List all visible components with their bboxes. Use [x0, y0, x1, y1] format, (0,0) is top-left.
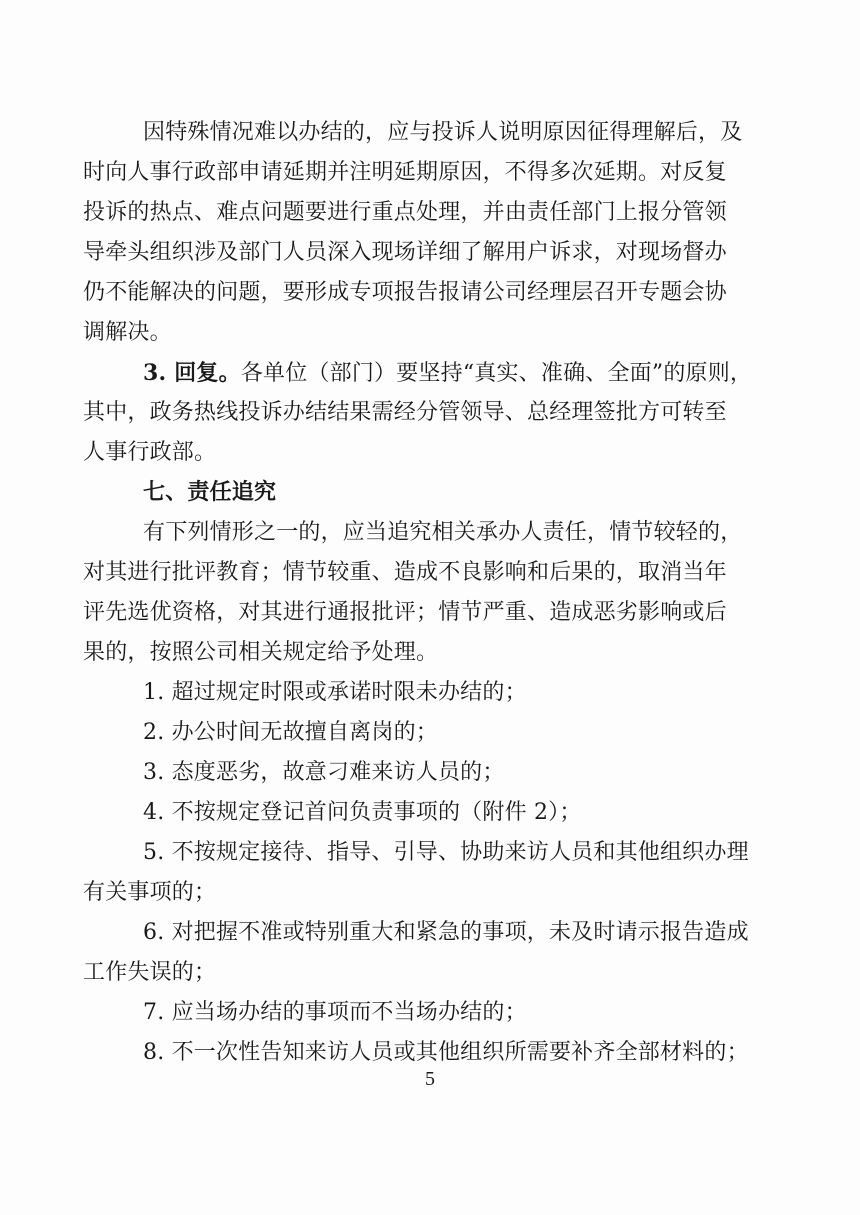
list-item-continuation: 有关事项的；	[83, 880, 217, 905]
list-item-continuation: 工作失误的；	[83, 960, 217, 985]
paragraph-line: 调解决。	[83, 320, 172, 345]
document-body	[83, 113, 773, 1073]
list-item: 2. 办公时间无故擅自离岗的；	[143, 720, 438, 745]
paragraph-line: 导牵头组织涉及部门人员深入现场详细了解用户诉求，对现场督办	[83, 240, 727, 265]
list-item: 4. 不按规定登记首问负责事项的（附件 2）；	[143, 800, 582, 825]
paragraph-line: 果的，按照公司相关规定给予处理。	[83, 640, 439, 665]
paragraph-line: 投诉的热点、难点问题要进行重点处理，并由责任部门上报分管领	[83, 200, 727, 225]
list-item: 3. 态度恶劣，故意刁难来访人员的；	[143, 760, 505, 785]
paragraph-line: 评先选优资格，对其进行通报批评；情节严重、造成恶劣影响或后	[83, 600, 727, 625]
page-number: 5	[425, 1068, 435, 1090]
paragraph-line: 人事行政部。	[83, 440, 217, 465]
paragraph-line: 因特殊情况难以办结的，应与投诉人说明原因征得理解后，及	[143, 120, 743, 145]
list-item: 6. 对把握不准或特别重大和紧急的事项，未及时请示报告造成	[143, 920, 749, 945]
paragraph-line: 其中，政务热线投诉办结结果需经分管领导、总经理签批方可转至	[83, 400, 727, 425]
reply-heading: 3. 回复。	[143, 360, 241, 386]
paragraph-line: 仍不能解决的问题，要形成专项报告报请公司经理层召开专题会协	[83, 280, 727, 305]
reply-text: 各单位（部门）要坚持“真实、准确、全面”的原则，	[240, 361, 753, 386]
list-item: 5. 不按规定接待、指导、引导、协助来访人员和其他组织办理	[143, 840, 749, 865]
list-item: 7. 应当场办结的事项而不当场办结的；	[143, 1000, 527, 1025]
reply-paragraph-first-line	[83, 353, 773, 393]
section-heading: 七、责任追究	[143, 480, 277, 505]
paragraph-line: 时向人事行政部申请延期并注明延期原因，不得多次延期。对反复	[83, 160, 727, 185]
paragraph-line: 对其进行批评教育；情节较重、造成不良影响和后果的，取消当年	[83, 560, 727, 585]
paragraph-line: 有下列情形之一的，应当追究相关承办人责任，情节较轻的，	[143, 520, 743, 545]
list-item: 8. 不一次性告知来访人员或其他组织所需要补齐全部材料的；	[143, 1040, 749, 1065]
list-item: 1. 超过规定时限或承诺时限未办结的；	[143, 680, 527, 705]
